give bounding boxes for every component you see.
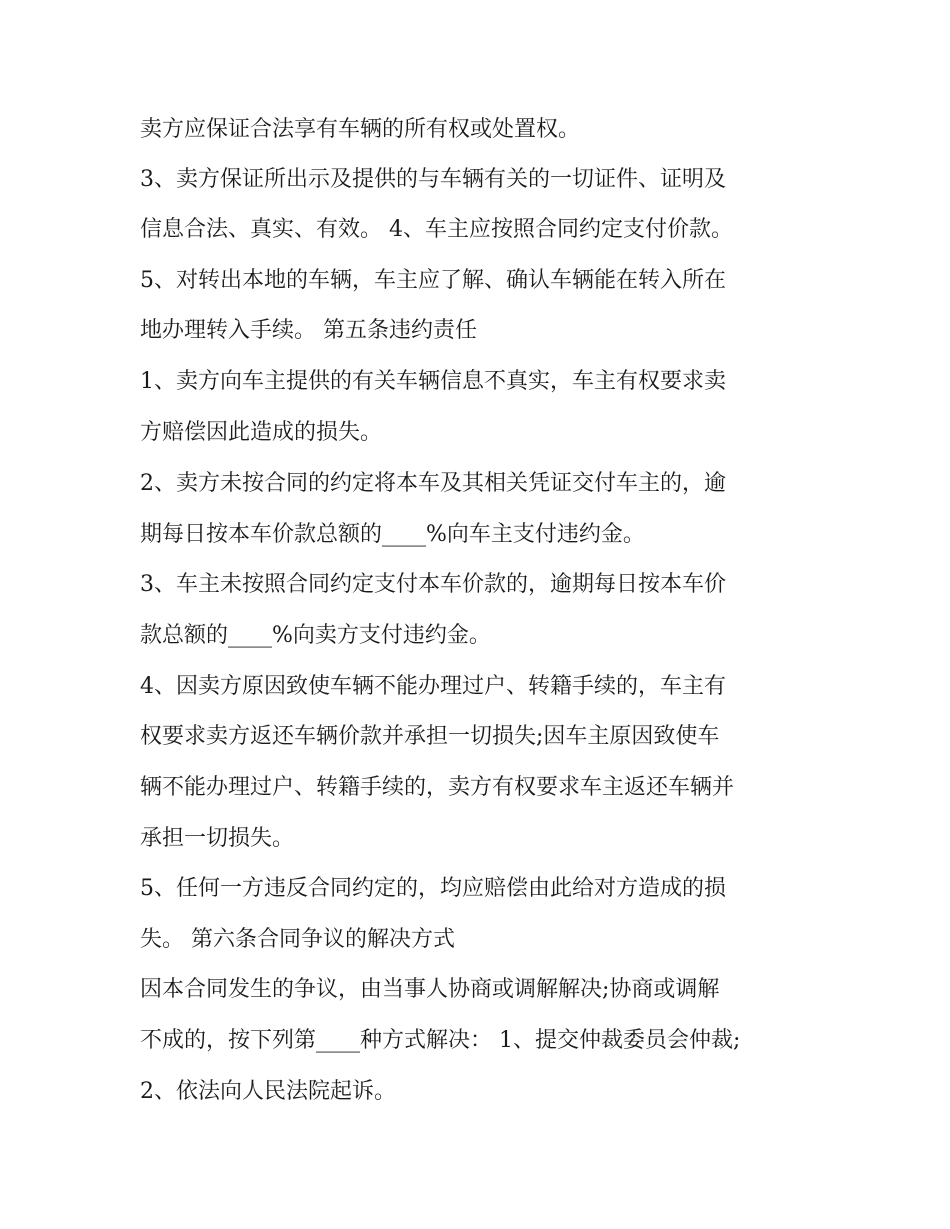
text-line: 2、卖方未按合同的约定将本车及其相关凭证交付车主的，逾	[140, 471, 726, 496]
text-line: 权要求卖方返还车辆价款并承担一切损失;因车主原因致使车	[140, 724, 720, 749]
text-line: 4、因卖方原因致使车辆不能办理过户、转籍手续的，车主有	[140, 674, 726, 699]
text-line: 5、对转出本地的车辆，车主应了解、确认车辆能在转入所在	[140, 268, 726, 293]
text-line: 辆不能办理过户、转籍手续的，卖方有权要求车主返还车辆并	[140, 775, 735, 800]
text-line: 3、卖方保证所出示及提供的与车辆有关的一切证件、证明及	[140, 167, 726, 192]
text-line: 因本合同发生的争议，由当事人协商或调解解决;协商或调解	[140, 977, 720, 1002]
text-line: 期每日按本车价款总额的____%向车主支付违约金。	[140, 522, 645, 547]
text-line: 方赔偿因此造成的损失。	[140, 420, 383, 445]
text-line: 1、卖方向车主提供的有关车辆信息不真实，车主有权要求卖	[140, 369, 726, 394]
text-line: 地办理转入手续。 第五条违约责任	[140, 318, 477, 343]
text-line: 不成的，按下列第____种方式解决： 1、提交仲裁委员会仲裁;	[140, 1028, 741, 1053]
text-line: 卖方应保证合法享有车辆的所有权或处置权。	[140, 117, 581, 142]
text-line: 5、任何一方违反合同约定的，均应赔偿由此给对方造成的损	[140, 876, 726, 901]
text-line: 失。 第六条合同争议的解决方式	[140, 927, 455, 952]
text-line: 承担一切损失。	[140, 826, 295, 851]
text-line: 3、车主未按照合同约定支付本车价款的，逾期每日按本车价	[140, 572, 726, 597]
text-line: 款总额的____%向卖方支付违约金。	[140, 623, 491, 648]
text-line: 2、依法向人民法院起诉。	[140, 1079, 396, 1104]
text-line: 信息合法、真实、有效。 4、车主应按照合同约定支付价款。	[140, 217, 733, 242]
